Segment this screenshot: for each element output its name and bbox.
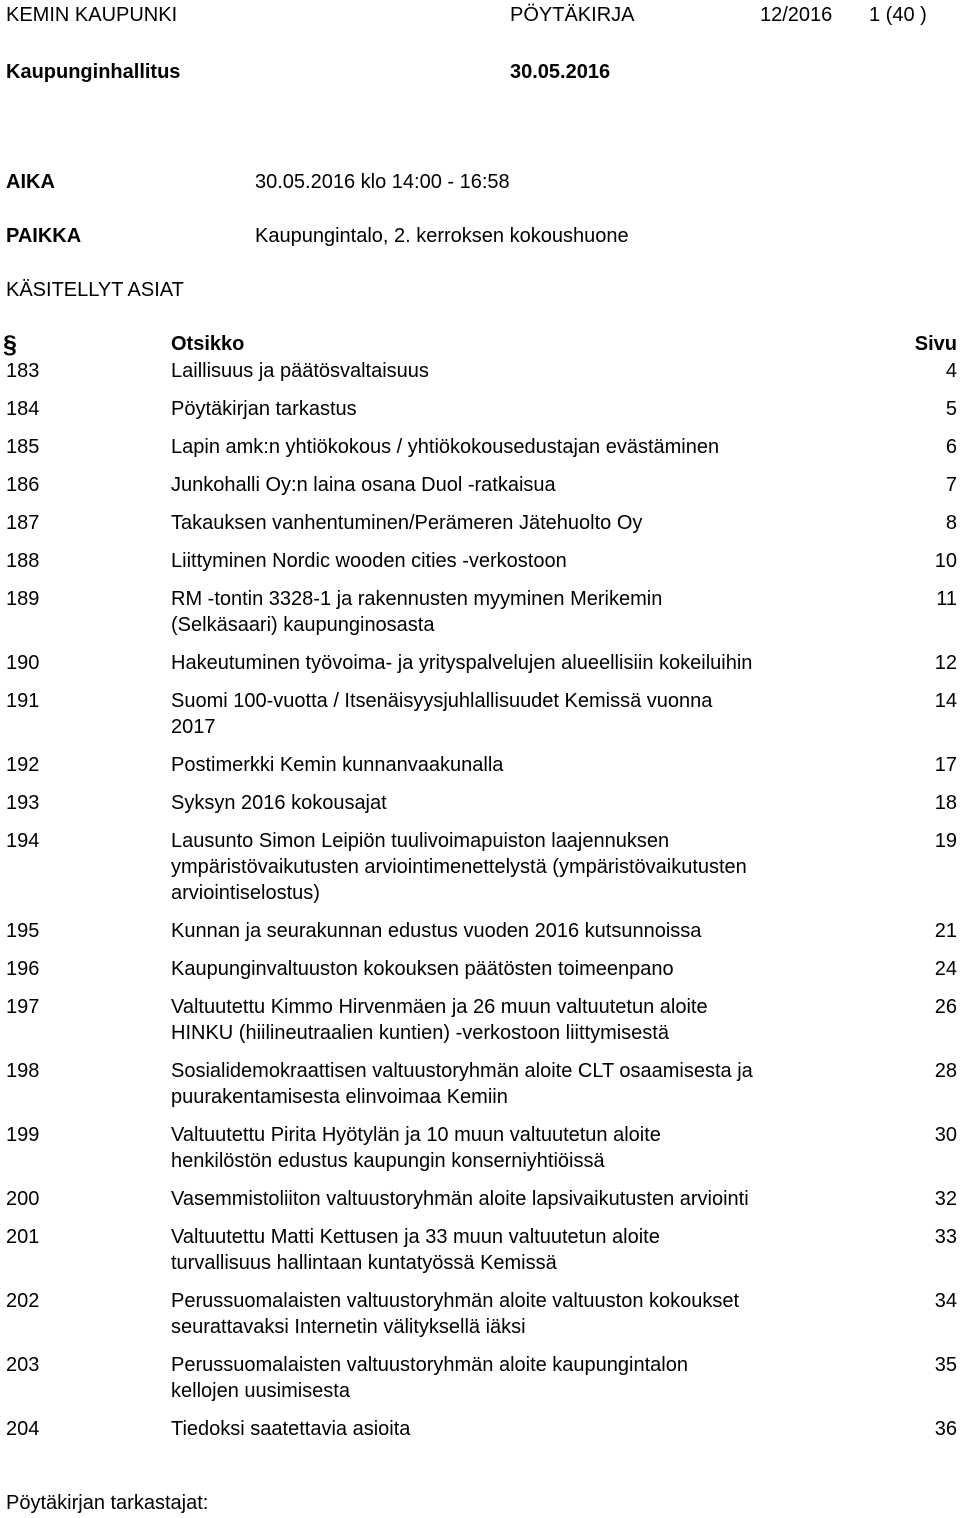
item-title-line: kellojen uusimisesta xyxy=(171,1380,350,1402)
item-title-line: Kaupunginvaltuuston kokouksen päätösten toimeenpano xyxy=(171,958,674,980)
item-number: 204 xyxy=(6,1418,40,1440)
document-type: PÖYTÄKIRJA xyxy=(510,4,635,26)
item-title-line: Postimerkki Kemin kunnanvaakunalla xyxy=(171,754,504,776)
item-page: 7 xyxy=(945,474,957,496)
item-title-line: Liittyminen Nordic wooden cities -verkostoon xyxy=(171,550,567,572)
item-page: 36 xyxy=(934,1418,957,1440)
item-title-line: Laillisuus ja päätösvaltaisuus xyxy=(171,360,429,382)
item-page: 18 xyxy=(934,792,957,814)
item-title-line: turvallisuus hallintaan kuntatyössä Kemissä xyxy=(171,1252,557,1274)
item-page: 33 xyxy=(934,1226,957,1248)
item-title-line: Lapin amk:n yhtiökokous / yhtiökokousedustajan evästäminen xyxy=(171,436,720,458)
item-title-line: Perussuomalaisten valtuustoryhmän aloite valtuuston kokoukset xyxy=(171,1290,740,1312)
item-title-line: Kunnan ja seurakunnan edustus vuoden 2016 kutsunnoissa xyxy=(171,920,702,942)
item-title-line: Valtuutettu Matti Kettusen ja 33 muun valtuutetun aloite xyxy=(171,1226,660,1248)
item-title xyxy=(171,828,747,906)
item-title-line: Sosialidemokraattisen valtuustoryhmän aloite CLT osaamisesta ja xyxy=(171,1060,753,1082)
item-title-line: arviointiselostus) xyxy=(171,882,320,904)
item-number: 200 xyxy=(6,1188,40,1210)
item-title xyxy=(171,1288,739,1340)
item-title-line: ympäristövaikutusten arviointimenettelystä (ympäristövaikutusten xyxy=(171,856,747,878)
item-title xyxy=(171,1122,661,1174)
item-title-line: puurakentamisesta elinvoimaa Kemiin xyxy=(171,1086,508,1108)
item-page: 10 xyxy=(934,550,957,572)
place-value: Kaupungintalo, 2. kerroksen kokoushuone xyxy=(255,225,629,247)
item-title-line: Lausunto Simon Leipiön tuulivoimapuiston laajennuksen xyxy=(171,830,670,852)
item-title xyxy=(171,650,752,676)
item-title xyxy=(171,688,712,740)
item-number: 188 xyxy=(6,550,40,572)
item-title xyxy=(171,434,719,460)
item-title xyxy=(171,510,642,536)
meeting-date: 30.05.2016 xyxy=(510,61,611,83)
page-column-header: Sivu xyxy=(914,333,957,355)
item-number: 183 xyxy=(6,360,40,382)
item-number: 191 xyxy=(6,690,40,712)
item-number: 192 xyxy=(6,754,40,776)
item-title xyxy=(171,358,429,384)
item-title-line: RM -tontin 3328-1 ja rakennusten myyminen Merikemin xyxy=(171,588,663,610)
item-title-line: Takauksen vanhentuminen/Perämeren Jätehuolto Oy xyxy=(171,512,643,534)
item-page: 19 xyxy=(934,830,957,852)
item-page: 6 xyxy=(945,436,957,458)
item-title-line: Hakeutuminen työvoima- ja yrityspalvelujen alueellisiin kokeiluihin xyxy=(171,652,753,674)
item-page: 12 xyxy=(934,652,957,674)
item-number: 201 xyxy=(6,1226,40,1248)
title-column-header: Otsikko xyxy=(171,333,245,355)
item-number: 194 xyxy=(6,830,40,852)
item-title xyxy=(171,1058,753,1110)
item-page: 4 xyxy=(945,360,957,382)
item-number: 195 xyxy=(6,920,40,942)
reviewers-label: Pöytäkirjan tarkastajat: xyxy=(6,1492,209,1514)
item-title xyxy=(171,956,674,982)
item-number: 186 xyxy=(6,474,40,496)
item-page: 5 xyxy=(945,398,957,420)
item-page: 11 xyxy=(936,588,957,610)
item-page: 35 xyxy=(934,1354,957,1376)
item-page: 34 xyxy=(934,1290,957,1312)
item-page: 21 xyxy=(934,920,957,942)
item-title-line: Pöytäkirjan tarkastus xyxy=(171,398,357,420)
item-title xyxy=(171,1224,660,1276)
item-page: 14 xyxy=(934,690,957,712)
item-title-line: Vasemmistoliiton valtuustoryhmän aloite lapsivaikutusten arviointi xyxy=(171,1188,749,1210)
item-title-line: Syksyn 2016 kokousajat xyxy=(171,792,387,814)
item-title-line: HINKU (hiilineutraalien kuntien) -verkostoon liittymisestä xyxy=(171,1022,669,1044)
time-label: AIKA xyxy=(6,171,55,193)
section-title: KÄSITELLYT ASIAT xyxy=(6,279,184,301)
item-number: 190 xyxy=(6,652,40,674)
item-title-line: Valtuutettu Pirita Hyötylän ja 10 muun valtuutetun aloite xyxy=(171,1124,661,1146)
item-title-line: (Selkäsaari) kaupunginosasta xyxy=(171,614,435,636)
item-title xyxy=(171,548,567,574)
item-page: 26 xyxy=(934,996,957,1018)
item-number: 198 xyxy=(6,1060,40,1082)
organization-name: KEMIN KAUPUNKI xyxy=(6,4,178,26)
item-title xyxy=(171,752,503,778)
item-title-line: 2017 xyxy=(171,716,216,738)
item-page: 28 xyxy=(934,1060,957,1082)
document-number: 12/2016 xyxy=(760,4,833,26)
item-page: 17 xyxy=(934,754,957,776)
item-title-line: Perussuomalaisten valtuustoryhmän aloite kaupungintalon xyxy=(171,1354,688,1376)
item-title xyxy=(171,1186,749,1212)
item-title xyxy=(171,1352,688,1404)
item-title xyxy=(171,396,357,422)
page-info: 1 (40 ) xyxy=(869,4,927,26)
item-page: 24 xyxy=(934,958,957,980)
item-number: 202 xyxy=(6,1290,40,1312)
place-label: PAIKKA xyxy=(6,225,82,247)
item-number: 203 xyxy=(6,1354,40,1376)
item-title-line: seurattavaksi Internetin välityksellä iäksi xyxy=(171,1316,526,1338)
item-title-line: Junkohalli Oy:n laina osana Duol -ratkaisua xyxy=(171,474,556,496)
item-title xyxy=(171,1416,410,1442)
item-number: 196 xyxy=(6,958,40,980)
item-number: 193 xyxy=(6,792,40,814)
item-number: 189 xyxy=(6,588,40,610)
item-title-line: Tiedoksi saatettavia asioita xyxy=(171,1418,411,1440)
item-number: 185 xyxy=(6,436,40,458)
item-title-line: Suomi 100-vuotta / Itsenäisyysjuhlallisuudet Kemissä vuonna xyxy=(171,690,713,712)
item-number: 197 xyxy=(6,996,40,1018)
item-title xyxy=(171,586,662,638)
paragraph-icon: § xyxy=(3,331,17,359)
item-title-line: henkilöstön edustus kaupungin konserniyhtiöissä xyxy=(171,1150,605,1172)
item-title xyxy=(171,918,701,944)
item-title-line: Valtuutettu Kimmo Hirvenmäen ja 26 muun valtuutetun aloite xyxy=(171,996,708,1018)
item-number: 199 xyxy=(6,1124,40,1146)
item-title xyxy=(171,472,556,498)
time-value: 30.05.2016 klo 14:00 - 16:58 xyxy=(255,171,510,193)
item-page: 32 xyxy=(934,1188,957,1210)
item-number: 187 xyxy=(6,512,40,534)
item-page: 8 xyxy=(945,512,957,534)
item-number: 184 xyxy=(6,398,40,420)
item-title xyxy=(171,994,708,1046)
item-page: 30 xyxy=(934,1124,957,1146)
body-name: Kaupunginhallitus xyxy=(6,61,181,83)
item-title xyxy=(171,790,387,816)
